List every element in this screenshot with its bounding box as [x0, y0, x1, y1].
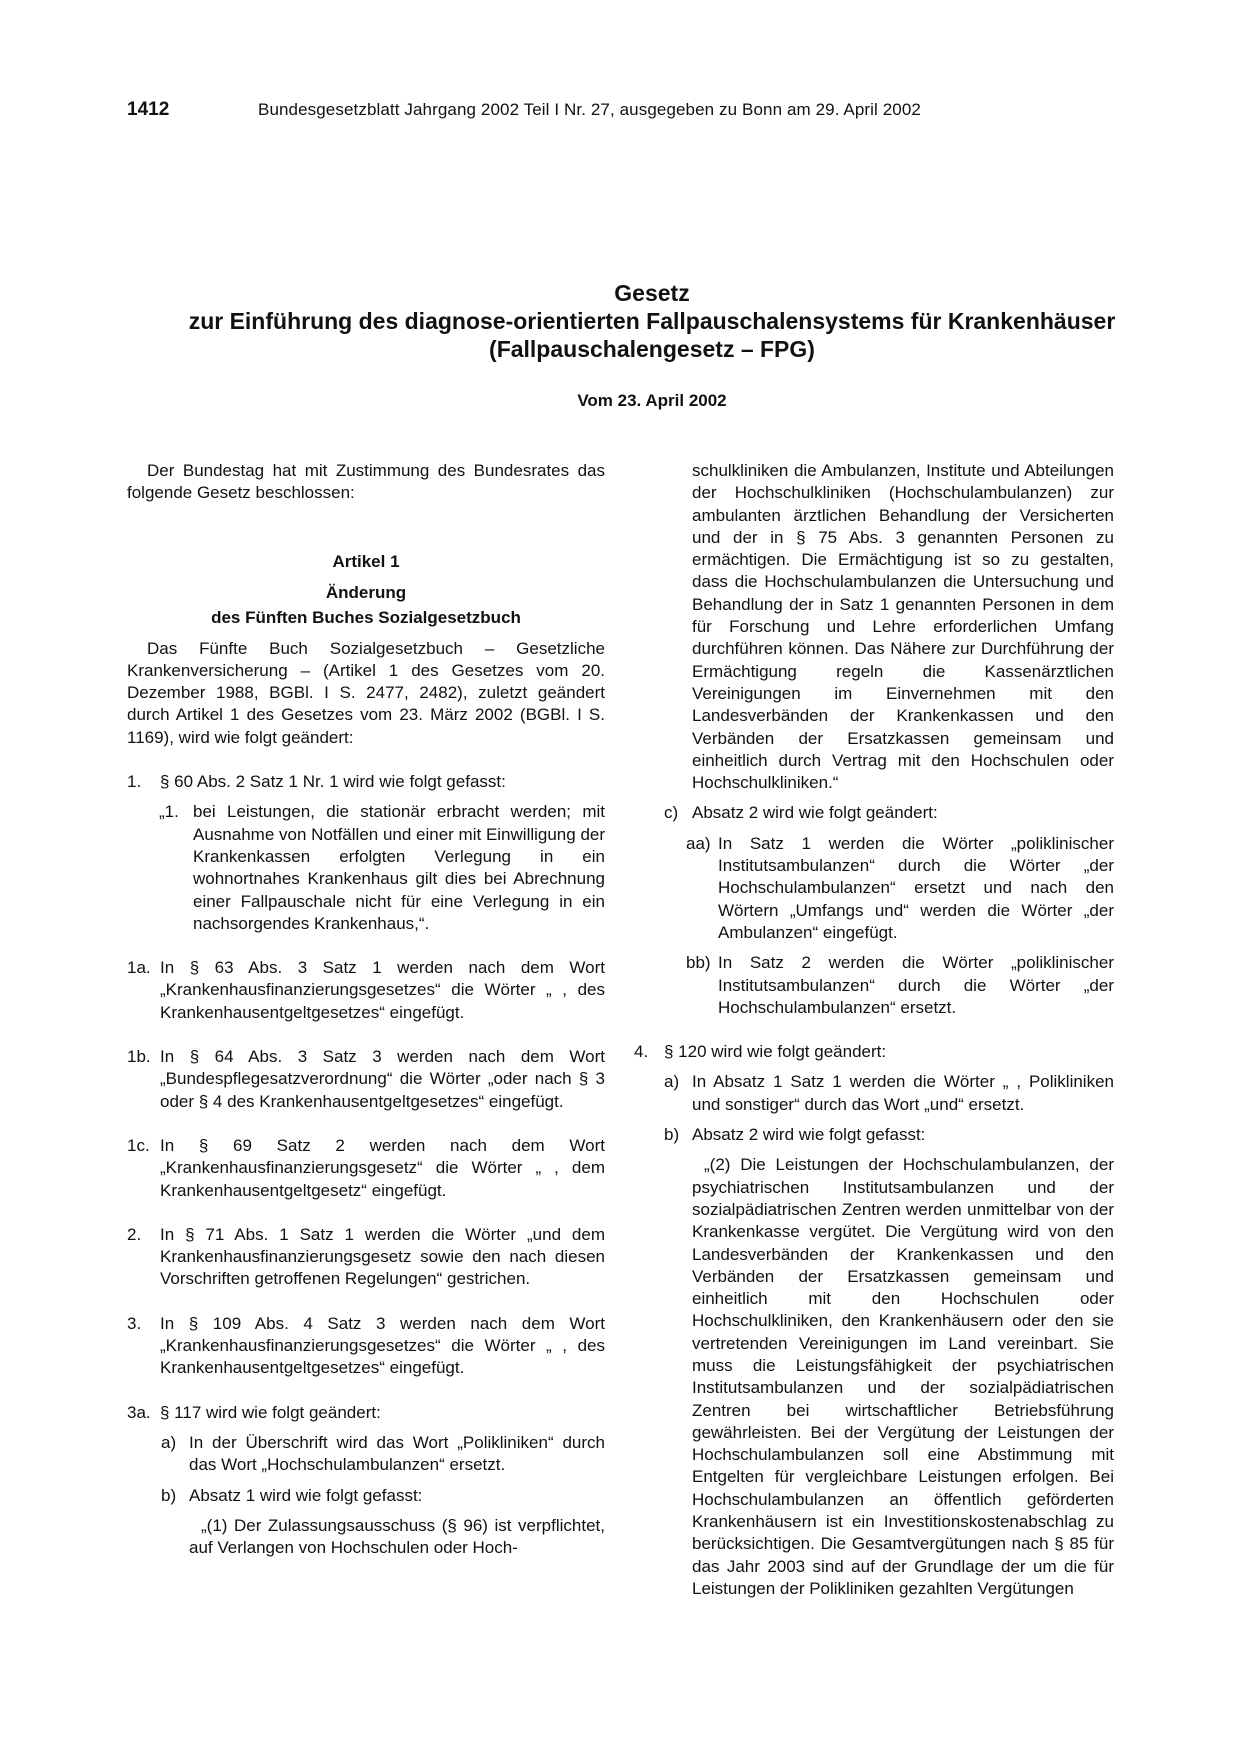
- item-text: In § 109 Abs. 4 Satz 3 werden nach dem Wort „Krankenhausfinanzierungsgesetzes“ die Wörter „ , des Krankenhausentgeltgesetzes“ eingefügt.: [160, 1313, 605, 1378]
- item-number: 4.: [634, 1042, 649, 1062]
- subsub-text: In Satz 2 werden die Wörter „poliklinischer Institutsambulanzen“ durch die Wörter „der Hochschulambulanzen“ ersetzt.: [718, 953, 1114, 1017]
- left-column: [127, 460, 605, 1559]
- title-line-3: (Fallpauschalengesetz – FPG): [489, 336, 815, 362]
- quote-text: bei Leistungen, die stationär erbracht werden; mit Ausnahme von Notfällen und einer mit Einwilligung der Krankenkassen erfolgten Verlegung in ein wohnortnahes Krankenhaus gilt dies bei Abrechnung einer Fallpauschale nicht für eine Verlegung in ein nachsorgendes Krankenhaus,“.: [193, 802, 606, 933]
- right-column: [634, 460, 1114, 1600]
- item-1-quote: [127, 801, 605, 935]
- item-1: [127, 771, 605, 793]
- item-text: § 120 wird wie folgt geändert:: [664, 1042, 887, 1062]
- item-4-a: [634, 1071, 1114, 1116]
- item-3a-c-bb: [634, 952, 1114, 1019]
- item-3a-b: [127, 1485, 605, 1507]
- item-1c: [127, 1135, 605, 1202]
- item-3a-c-aa: [634, 833, 1114, 944]
- item-number: 1c.: [127, 1135, 150, 1155]
- item-1a: [127, 957, 605, 1024]
- subsub-number: aa): [686, 833, 711, 853]
- item-number: 3a.: [127, 1402, 151, 1422]
- law-title: [0, 279, 1240, 363]
- title-line-2: zur Einführung des diagnose-orientierten Fallpauschalensystems für Krankenhäuser: [188, 308, 1116, 334]
- continued-quote: schulkliniken die Ambulanzen, Institute und Abteilungen der Hochschulkliniken (Hochschulambulanzen) zur ambulanten ärztlichen Behandlung der Versicherten und der in § 75 Abs. 3 genannten Personen zu ermächtigen. Die Ermächtigung ist so zu gestalten, dass die Hochschulambulanzen die Untersuchung und Behandlung der in Satz 1 genannten Personen in dem für Forschung und Lehre erforderlichen Umfang durchführen können. Das Nähere zur Durchführung der Ermächtigung regeln die Kassenärztlichen Vereinigungen im Einvernehmen mit den Landesverbänden der Krankenkassen und den Verbänden der Ersatzkassen gemeinsam und einheitlich durch Vertrag mit den Hochschulen oder Hochschulkliniken.“: [692, 461, 1114, 793]
- item-3a: [127, 1402, 605, 1424]
- sub-text: In Absatz 1 Satz 1 werden die Wörter „ , Polikliniken und sonstiger“ durch das Wort „und“ ersetzt.: [692, 1072, 1114, 1114]
- law-date: Vom 23. April 2002: [577, 391, 727, 410]
- item-4: [634, 1041, 1114, 1063]
- item-1b: [127, 1046, 605, 1113]
- sub-text: Absatz 2 wird wie folgt geändert:: [692, 803, 938, 823]
- item-3: [127, 1313, 605, 1380]
- sub-number: c): [664, 803, 679, 823]
- article-title-1: Änderung: [325, 582, 407, 602]
- item-3a-c: [634, 802, 1114, 824]
- item-number: 1b.: [127, 1047, 151, 1067]
- item-3a-a: [127, 1432, 605, 1477]
- item-number: 1a.: [127, 958, 151, 978]
- item-4-b-quote: „(2) Die Leistungen der Hochschulambulanzen, der psychiatrischen Institutsambulanzen und der sozialpädiatrischen Zentren werden unmittelbar von der Krankenkasse vergütet. Die Vergütung wird von den Landesverbänden der Krankenkassen und den Verbänden der Ersatzkassen gemeinsam und einheitlich mit den Hochschulen oder Hochschulkliniken, den Krankenhäusern oder den sie vertretenden Vereinigungen im Land vereinbart. Sie muss die Leistungsfähigkeit der psychiatrischen Institutsambulanzen und der sozialpädiatrischen Zentren bei wirtschaftlicher Betriebsführung gewährleisten. Bei der Vergütung der Leistungen der Hochschulambulanzen soll eine Abstimmung mit Entgelten für vergleichbare Leistungen erfolgen. Bei Hochschulambulanzen an öffentlich geförderten Krankenhäusern ist ein Investitionskostenabschlag zu berücksichtigen. Die Gesamtvergütungen nach § 85 für das Jahr 2003 sind auf der Grundlage der um die für Leistungen der Polikliniken gezahlten Vergütungen: [692, 1155, 1114, 1598]
- page-number: 1412: [127, 99, 170, 120]
- item-text: § 117 wird wie folgt geändert:: [160, 1402, 381, 1422]
- quote-number: „1.: [159, 802, 179, 822]
- article-intro: Das Fünfte Buch Sozialgesetzbuch – Gesetzliche Krankenversicherung – (Artikel 1 des Gesetzes vom 20. Dezember 1988, BGBl. I S. 2477, 2482), zuletzt geändert durch Artikel 1 des Gesetzes vom 23. März 2002 (BGBl. I S. 1169), wird wie folgt geändert:: [127, 638, 605, 747]
- item-number: 3.: [127, 1313, 142, 1333]
- item-text: § 60 Abs. 2 Satz 1 Nr. 1 wird wie folgt gefasst:: [160, 772, 506, 792]
- item-text: In § 63 Abs. 3 Satz 1 werden nach dem Wort „Krankenhausfinanzierungsgesetzes“ die Wörter „ , des Krankenhausentgeltgesetzes“ eingefügt.: [160, 958, 605, 1022]
- item-3a-b-quote: „(1) Der Zulassungsausschuss (§ 96) ist verpflichtet, auf Verlangen von Hochschulen oder Hoch-: [189, 1515, 605, 1558]
- preamble: Der Bundestag hat mit Zustimmung des Bundesrates das folgende Gesetz beschlossen:: [127, 461, 605, 503]
- item-text: In § 71 Abs. 1 Satz 1 werden die Wörter „und dem Krankenhausfinanzierungsgesetz sowie den nach diesen Vorschriften getroffenen Regelungen“ gestrichen.: [160, 1224, 605, 1289]
- sub-text: Absatz 2 wird wie folgt gefasst:: [692, 1125, 926, 1145]
- item-4-b: [634, 1124, 1114, 1146]
- subsub-number: bb): [686, 953, 711, 973]
- item-text: In § 64 Abs. 3 Satz 3 werden nach dem Wort „Bundespflegesatzverordnung“ die Wörter „oder nach § 3 oder § 4 des Krankenhausentgeltgesetzes“ eingefügt.: [160, 1047, 605, 1111]
- title-line-1: Gesetz: [614, 280, 690, 306]
- sub-number: a): [161, 1432, 177, 1452]
- item-number: 2.: [127, 1224, 142, 1244]
- article-title-2: des Fünften Buches Sozialgesetzbuch: [211, 607, 521, 627]
- sub-text: In der Überschrift wird das Wort „Polikliniken“ durch das Wort „Hochschulambulanzen“ ersetzt.: [189, 1432, 605, 1475]
- subsub-text: In Satz 1 werden die Wörter „poliklinischer Institutsambulanzen“ durch die Wörter „der Hochschulambulanzen“ ersetzt und nach den Wörtern „Umfangs und“ werden die Wörter „der Ambulanzen“ eingefügt.: [718, 833, 1114, 942]
- sub-number: a): [664, 1072, 680, 1092]
- running-title: Bundesgesetzblatt Jahrgang 2002 Teil I Nr. 27, ausgegeben zu Bonn am 29. April 2002: [258, 100, 921, 119]
- item-2: [127, 1224, 605, 1291]
- item-text: In § 69 Satz 2 werden nach dem Wort „Krankenhausfinanzierungsgesetz“ die Wörter „ , dem Krankenhausentgeltgesetz“ eingefügt.: [160, 1135, 605, 1200]
- article-number: Artikel 1: [332, 551, 400, 571]
- sub-number: b): [161, 1485, 177, 1505]
- item-number: 1.: [127, 772, 142, 792]
- sub-text: Absatz 1 wird wie folgt gefasst:: [189, 1485, 423, 1505]
- sub-number: b): [664, 1125, 680, 1145]
